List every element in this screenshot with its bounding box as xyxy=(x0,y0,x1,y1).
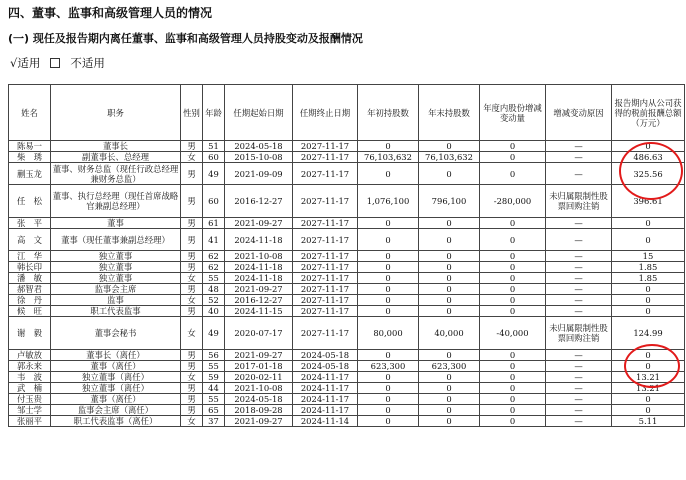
table-row xyxy=(9,229,685,251)
cell-term-start: 2021-09-09 xyxy=(225,163,293,185)
cell-term-end: 2024-05-18 xyxy=(293,361,358,372)
cell-gender: 女 xyxy=(181,372,203,383)
not-applicable-option: 不适用 xyxy=(70,56,105,70)
cell-change-reason: — xyxy=(546,394,612,405)
cell-compensation: 0 xyxy=(612,306,685,317)
cell-change-reason: — xyxy=(546,295,612,306)
cell-shares-end: 40,000 xyxy=(419,317,480,350)
cell-term-start: 2021-09-27 xyxy=(225,284,293,295)
applicability-options xyxy=(10,55,115,71)
checkbox-icon xyxy=(50,58,60,68)
cell-gender: 男 xyxy=(181,218,203,229)
applicable-option: √适用 xyxy=(10,56,41,70)
cell-gender: 男 xyxy=(181,306,203,317)
cell-share-change: 0 xyxy=(480,383,546,394)
table-row xyxy=(9,372,685,383)
cell-name: 卢敏放 xyxy=(9,350,51,361)
cell-shares-end: 0 xyxy=(419,273,480,284)
cell-term-start: 2017-01-18 xyxy=(225,361,293,372)
cell-share-change: 0 xyxy=(480,361,546,372)
cell-shares-begin: 0 xyxy=(358,394,419,405)
cell-term-end: 2024-11-17 xyxy=(293,383,358,394)
cell-shares-end: 76,103,632 xyxy=(419,152,480,163)
table-row xyxy=(9,361,685,372)
cell-term-start: 2021-09-27 xyxy=(225,218,293,229)
cell-change-reason: — xyxy=(546,251,612,262)
cell-change-reason: — xyxy=(546,405,612,416)
cell-compensation: 15 xyxy=(612,251,685,262)
cell-position: 独立董事（离任） xyxy=(51,383,181,394)
cell-shares-end: 0 xyxy=(419,416,480,427)
cell-gender: 男 xyxy=(181,394,203,405)
header-compensation: 报告期内从公司获得的税前报酬总额（万元） xyxy=(612,85,685,141)
table-row xyxy=(9,383,685,394)
cell-term-start: 2024-11-18 xyxy=(225,229,293,251)
cell-age: 62 xyxy=(203,262,225,273)
table-row xyxy=(9,306,685,317)
table-row xyxy=(9,163,685,185)
cell-position: 董事长 xyxy=(51,141,181,152)
cell-gender: 女 xyxy=(181,152,203,163)
cell-gender: 男 xyxy=(181,350,203,361)
cell-position: 独立董事（离任） xyxy=(51,372,181,383)
cell-name: 武 楠 xyxy=(9,383,51,394)
cell-name: 高 文 xyxy=(9,229,51,251)
cell-change-reason: — xyxy=(546,218,612,229)
cell-gender: 女 xyxy=(181,317,203,350)
cell-position: 董事、财务总监（现任行政总经理兼财务总监） xyxy=(51,163,181,185)
cell-compensation: 396.61 xyxy=(612,185,685,218)
cell-shares-end: 0 xyxy=(419,284,480,295)
cell-position: 独立董事 xyxy=(51,251,181,262)
cell-term-start: 2021-09-27 xyxy=(225,416,293,427)
table-row xyxy=(9,295,685,306)
header-change-reason: 增减变动原因 xyxy=(546,85,612,141)
cell-share-change: 0 xyxy=(480,284,546,295)
cell-compensation: 0 xyxy=(612,361,685,372)
cell-shares-end: 0 xyxy=(419,394,480,405)
cell-age: 61 xyxy=(203,218,225,229)
table-row xyxy=(9,185,685,218)
cell-term-end: 2027-11-17 xyxy=(293,163,358,185)
cell-age: 52 xyxy=(203,295,225,306)
cell-share-change: 0 xyxy=(480,394,546,405)
cell-position: 董事（现任董事兼副总经理） xyxy=(51,229,181,251)
cell-compensation: 0 xyxy=(612,350,685,361)
cell-change-reason: — xyxy=(546,262,612,273)
cell-share-change: -40,000 xyxy=(480,317,546,350)
cell-age: 65 xyxy=(203,405,225,416)
cell-age: 59 xyxy=(203,372,225,383)
cell-shares-end: 0 xyxy=(419,350,480,361)
cell-compensation: 13.21 xyxy=(612,372,685,383)
header-term-start: 任期起始日期 xyxy=(225,85,293,141)
cell-gender: 男 xyxy=(181,185,203,218)
header-position: 职务 xyxy=(51,85,181,141)
cell-term-start: 2016-12-27 xyxy=(225,185,293,218)
cell-gender: 男 xyxy=(181,251,203,262)
cell-shares-begin: 0 xyxy=(358,416,419,427)
cell-compensation: 0 xyxy=(612,405,685,416)
cell-term-end: 2024-11-17 xyxy=(293,405,358,416)
cell-term-start: 2024-11-15 xyxy=(225,306,293,317)
cell-term-start: 2018-09-28 xyxy=(225,405,293,416)
table-row xyxy=(9,416,685,427)
cell-change-reason: — xyxy=(546,306,612,317)
cell-age: 40 xyxy=(203,306,225,317)
cell-position: 独立董事 xyxy=(51,262,181,273)
cell-shares-begin: 0 xyxy=(358,163,419,185)
cell-share-change: 0 xyxy=(480,251,546,262)
cell-term-end: 2027-11-17 xyxy=(293,185,358,218)
cell-term-end: 2027-11-17 xyxy=(293,295,358,306)
cell-compensation: 1.85 xyxy=(612,273,685,284)
cell-compensation: 0 xyxy=(612,394,685,405)
cell-term-end: 2024-05-18 xyxy=(293,350,358,361)
cell-gender: 男 xyxy=(181,383,203,394)
cell-shares-end: 0 xyxy=(419,251,480,262)
cell-shares-begin: 0 xyxy=(358,295,419,306)
header-gender: 性别 xyxy=(181,85,203,141)
cell-term-end: 2024-11-17 xyxy=(293,372,358,383)
cell-share-change: 0 xyxy=(480,295,546,306)
table-row xyxy=(9,141,685,152)
cell-position: 监事 xyxy=(51,295,181,306)
cell-name: 蒯玉龙 xyxy=(9,163,51,185)
cell-shares-begin: 0 xyxy=(358,383,419,394)
cell-change-reason: — xyxy=(546,372,612,383)
cell-gender: 女 xyxy=(181,295,203,306)
cell-shares-begin: 0 xyxy=(358,218,419,229)
cell-gender: 女 xyxy=(181,273,203,284)
cell-share-change: 0 xyxy=(480,218,546,229)
cell-share-change: 0 xyxy=(480,152,546,163)
cell-shares-end: 0 xyxy=(419,262,480,273)
header-shares-begin: 年初持股数 xyxy=(358,85,419,141)
cell-share-change: -280,000 xyxy=(480,185,546,218)
cell-name: 徐 丹 xyxy=(9,295,51,306)
cell-term-start: 2015-10-08 xyxy=(225,152,293,163)
cell-gender: 男 xyxy=(181,262,203,273)
cell-change-reason: — xyxy=(546,416,612,427)
cell-shares-begin: 0 xyxy=(358,284,419,295)
cell-shares-end: 0 xyxy=(419,229,480,251)
cell-age: 49 xyxy=(203,317,225,350)
table-row xyxy=(9,405,685,416)
cell-compensation: 0 xyxy=(612,218,685,229)
cell-term-end: 2027-11-17 xyxy=(293,317,358,350)
cell-age: 48 xyxy=(203,284,225,295)
cell-shares-end: 0 xyxy=(419,218,480,229)
cell-term-start: 2020-07-17 xyxy=(225,317,293,350)
cell-share-change: 0 xyxy=(480,141,546,152)
cell-name: 韩长印 xyxy=(9,262,51,273)
cell-change-reason: — xyxy=(546,229,612,251)
table-row xyxy=(9,394,685,405)
cell-name: 任 松 xyxy=(9,185,51,218)
cell-name: 陈易一 xyxy=(9,141,51,152)
cell-term-start: 2016-12-27 xyxy=(225,295,293,306)
cell-name: 邹士学 xyxy=(9,405,51,416)
header-name: 姓名 xyxy=(9,85,51,141)
cell-compensation: 0 xyxy=(612,284,685,295)
cell-name: 张丽平 xyxy=(9,416,51,427)
cell-change-reason: — xyxy=(546,273,612,284)
table-header-row xyxy=(9,85,685,141)
cell-share-change: 0 xyxy=(480,306,546,317)
cell-position: 董事长（离任） xyxy=(51,350,181,361)
cell-age: 62 xyxy=(203,251,225,262)
cell-term-end: 2027-11-17 xyxy=(293,229,358,251)
table-row xyxy=(9,251,685,262)
cell-term-end: 2027-11-17 xyxy=(293,284,358,295)
cell-share-change: 0 xyxy=(480,163,546,185)
cell-gender: 男 xyxy=(181,361,203,372)
cell-term-end: 2024-11-17 xyxy=(293,394,358,405)
cell-name: 张 平 xyxy=(9,218,51,229)
cell-age: 55 xyxy=(203,394,225,405)
cell-compensation: 1.85 xyxy=(612,262,685,273)
cell-shares-end: 0 xyxy=(419,163,480,185)
cell-shares-begin: 0 xyxy=(358,405,419,416)
cell-shares-begin: 76,103,632 xyxy=(358,152,419,163)
cell-age: 56 xyxy=(203,350,225,361)
cell-term-start: 2024-05-18 xyxy=(225,141,293,152)
header-shares-end: 年末持股数 xyxy=(419,85,480,141)
cell-name: 候 旺 xyxy=(9,306,51,317)
cell-position: 董事、执行总经理（现任首席战略官兼副总经理） xyxy=(51,185,181,218)
cell-shares-end: 0 xyxy=(419,141,480,152)
table-row xyxy=(9,350,685,361)
cell-compensation: 0 xyxy=(612,295,685,306)
cell-share-change: 0 xyxy=(480,229,546,251)
cell-change-reason: — xyxy=(546,141,612,152)
table-row xyxy=(9,152,685,163)
cell-compensation: 486.63 xyxy=(612,152,685,163)
cell-term-end: 2027-11-17 xyxy=(293,152,358,163)
cell-term-end: 2027-11-17 xyxy=(293,273,358,284)
cell-shares-begin: 623,300 xyxy=(358,361,419,372)
cell-shares-begin: 1,076,100 xyxy=(358,185,419,218)
cell-gender: 男 xyxy=(181,405,203,416)
cell-gender: 男 xyxy=(181,229,203,251)
cell-gender: 女 xyxy=(181,416,203,427)
cell-age: 49 xyxy=(203,163,225,185)
cell-name: 韦 波 xyxy=(9,372,51,383)
cell-gender: 男 xyxy=(181,284,203,295)
cell-position: 副董事长、总经理 xyxy=(51,152,181,163)
cell-position: 职工代表监事（离任） xyxy=(51,416,181,427)
cell-shares-end: 0 xyxy=(419,383,480,394)
cell-name: 江 华 xyxy=(9,251,51,262)
cell-term-start: 2024-05-18 xyxy=(225,394,293,405)
table-row xyxy=(9,218,685,229)
cell-shares-begin: 0 xyxy=(358,229,419,251)
cell-compensation: 0 xyxy=(612,229,685,251)
cell-position: 监事会主席（离任） xyxy=(51,405,181,416)
cell-gender: 男 xyxy=(181,163,203,185)
cell-term-end: 2024-11-14 xyxy=(293,416,358,427)
cell-term-start: 2021-10-08 xyxy=(225,383,293,394)
cell-shares-end: 623,300 xyxy=(419,361,480,372)
cell-name: 谢 毅 xyxy=(9,317,51,350)
subsection-title: (一) 现任及报告期内离任董事、监事和高级管理人员持股变动及报酬情况 xyxy=(8,32,363,45)
cell-change-reason: — xyxy=(546,361,612,372)
cell-position: 董事 xyxy=(51,218,181,229)
cell-compensation: 5.11 xyxy=(612,416,685,427)
cell-gender: 男 xyxy=(181,141,203,152)
cell-position: 董事会秘书 xyxy=(51,317,181,350)
cell-shares-end: 0 xyxy=(419,372,480,383)
cell-age: 37 xyxy=(203,416,225,427)
cell-share-change: 0 xyxy=(480,416,546,427)
cell-compensation: 0 xyxy=(612,141,685,152)
cell-shares-end: 0 xyxy=(419,306,480,317)
cell-term-start: 2020-02-11 xyxy=(225,372,293,383)
cell-share-change: 0 xyxy=(480,405,546,416)
cell-term-end: 2027-11-17 xyxy=(293,218,358,229)
cell-position: 董事（离任） xyxy=(51,394,181,405)
personnel-table xyxy=(8,84,685,427)
cell-age: 51 xyxy=(203,141,225,152)
cell-shares-begin: 80,000 xyxy=(358,317,419,350)
cell-change-reason: — xyxy=(546,350,612,361)
cell-compensation: 325.56 xyxy=(612,163,685,185)
cell-position: 董事（离任） xyxy=(51,361,181,372)
cell-change-reason: — xyxy=(546,284,612,295)
cell-shares-begin: 0 xyxy=(358,306,419,317)
cell-age: 41 xyxy=(203,229,225,251)
cell-share-change: 0 xyxy=(480,372,546,383)
cell-age: 60 xyxy=(203,185,225,218)
header-term-end: 任期终止日期 xyxy=(293,85,358,141)
cell-change-reason: 未归属限制性股票回购注销 xyxy=(546,317,612,350)
cell-change-reason: — xyxy=(546,152,612,163)
cell-age: 60 xyxy=(203,152,225,163)
cell-age: 44 xyxy=(203,383,225,394)
cell-term-end: 2027-11-17 xyxy=(293,306,358,317)
header-share-change: 年度内股份增减变动量 xyxy=(480,85,546,141)
cell-age: 55 xyxy=(203,361,225,372)
cell-shares-begin: 0 xyxy=(358,141,419,152)
cell-term-end: 2027-11-17 xyxy=(293,251,358,262)
cell-shares-end: 0 xyxy=(419,295,480,306)
cell-shares-begin: 0 xyxy=(358,350,419,361)
cell-name: 郭永来 xyxy=(9,361,51,372)
cell-share-change: 0 xyxy=(480,262,546,273)
table-row xyxy=(9,262,685,273)
cell-shares-begin: 0 xyxy=(358,372,419,383)
cell-name: 柴 琇 xyxy=(9,152,51,163)
cell-compensation: 13.21 xyxy=(612,383,685,394)
cell-term-start: 2024-11-18 xyxy=(225,262,293,273)
table-row xyxy=(9,284,685,295)
cell-share-change: 0 xyxy=(480,273,546,284)
cell-term-start: 2021-09-27 xyxy=(225,350,293,361)
table-row xyxy=(9,273,685,284)
cell-compensation: 124.99 xyxy=(612,317,685,350)
cell-position: 职工代表监事 xyxy=(51,306,181,317)
cell-name: 潘 敏 xyxy=(9,273,51,284)
cell-change-reason: — xyxy=(546,383,612,394)
cell-share-change: 0 xyxy=(480,350,546,361)
cell-position: 监事会主席 xyxy=(51,284,181,295)
cell-position: 独立董事 xyxy=(51,273,181,284)
cell-name: 郝智君 xyxy=(9,284,51,295)
cell-term-end: 2027-11-17 xyxy=(293,262,358,273)
cell-age: 55 xyxy=(203,273,225,284)
cell-term-start: 2021-10-08 xyxy=(225,251,293,262)
cell-shares-begin: 0 xyxy=(358,251,419,262)
section-title: 四、董事、监事和高级管理人员的情况 xyxy=(8,6,213,20)
cell-shares-end: 0 xyxy=(419,405,480,416)
table-row xyxy=(9,317,685,350)
cell-shares-begin: 0 xyxy=(358,273,419,284)
cell-change-reason: 未归属限制性股票回购注销 xyxy=(546,185,612,218)
cell-term-start: 2024-11-18 xyxy=(225,273,293,284)
cell-name: 付玉贵 xyxy=(9,394,51,405)
cell-shares-begin: 0 xyxy=(358,262,419,273)
cell-term-end: 2027-11-17 xyxy=(293,141,358,152)
header-age: 年龄 xyxy=(203,85,225,141)
cell-change-reason: — xyxy=(546,163,612,185)
cell-shares-end: 796,100 xyxy=(419,185,480,218)
